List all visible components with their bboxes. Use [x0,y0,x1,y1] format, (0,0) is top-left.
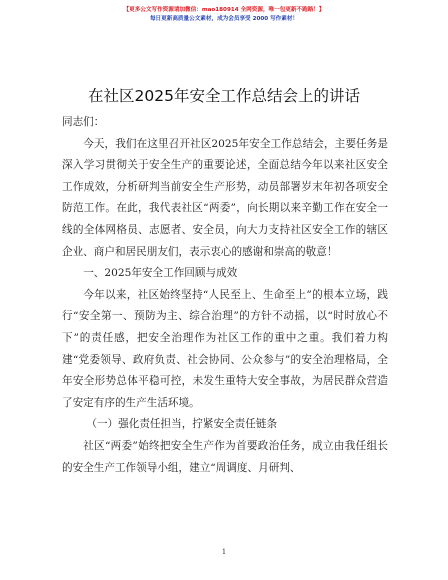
section-heading: 一、2025年安全工作回顾与成效 [83,267,238,280]
paragraph-review: 今年以来，社区始终坚持“人民至上、生命至上”的根本立场，践行“安全第一、预防为主、综合治理”的方针不动摇，以“时时放心不下”的责任感，把安全治理作为社区工作的重中之重。我们着力构建“党委领导、政府负责、社会协同、公众参与”的安全治理格局，全年安全形势总体平稳可控，未发生重特大安全事故，为居民群众营造了安定有序的生产生活环境。 [62,288,388,409]
promo-banner-line-1: 【更多公文写作资源请加微信：mao180914 全网资源，唯一包更新不跑路！】 [123,7,325,13]
promo-banner [0,6,448,24]
document-title: 在社区2025年安全工作总结会上的讲话 [88,87,360,105]
promo-banner-line-2: 每日更新高质量公文素材，成为会员享受 2000 写作素材！ [149,16,299,22]
greeting: 同志们： [62,116,105,128]
paragraph-opening: 今天，我们在这里召开社区2025年安全工作总结会，主要任务是深入学习贯彻关于安全生产的重要论述，全面总结今年以来社区安全工作成效，分析研判当前安全生产形势，动员部署岁末年初各项安全防范工作。在此，我代表社区“两委”，向长期以来辛勤工作在安全一线的全体网格员、志愿者、安全员，向大力支持社区安全工作的辖区企业、商户和居民朋友们，表示衷心的感谢和崇高的敬意！ [62,137,388,258]
subsection-heading: （一）强化责任担当，拧紧安全责任链条 [86,418,278,431]
paragraph-responsibility: 社区“两委”始终把安全生产作为首要政治任务，成立由我任组长的安全生产工作领导小组，建立“周调度、月研判、 [62,439,388,474]
document-body [62,112,388,479]
page-number: 1 [221,548,227,556]
